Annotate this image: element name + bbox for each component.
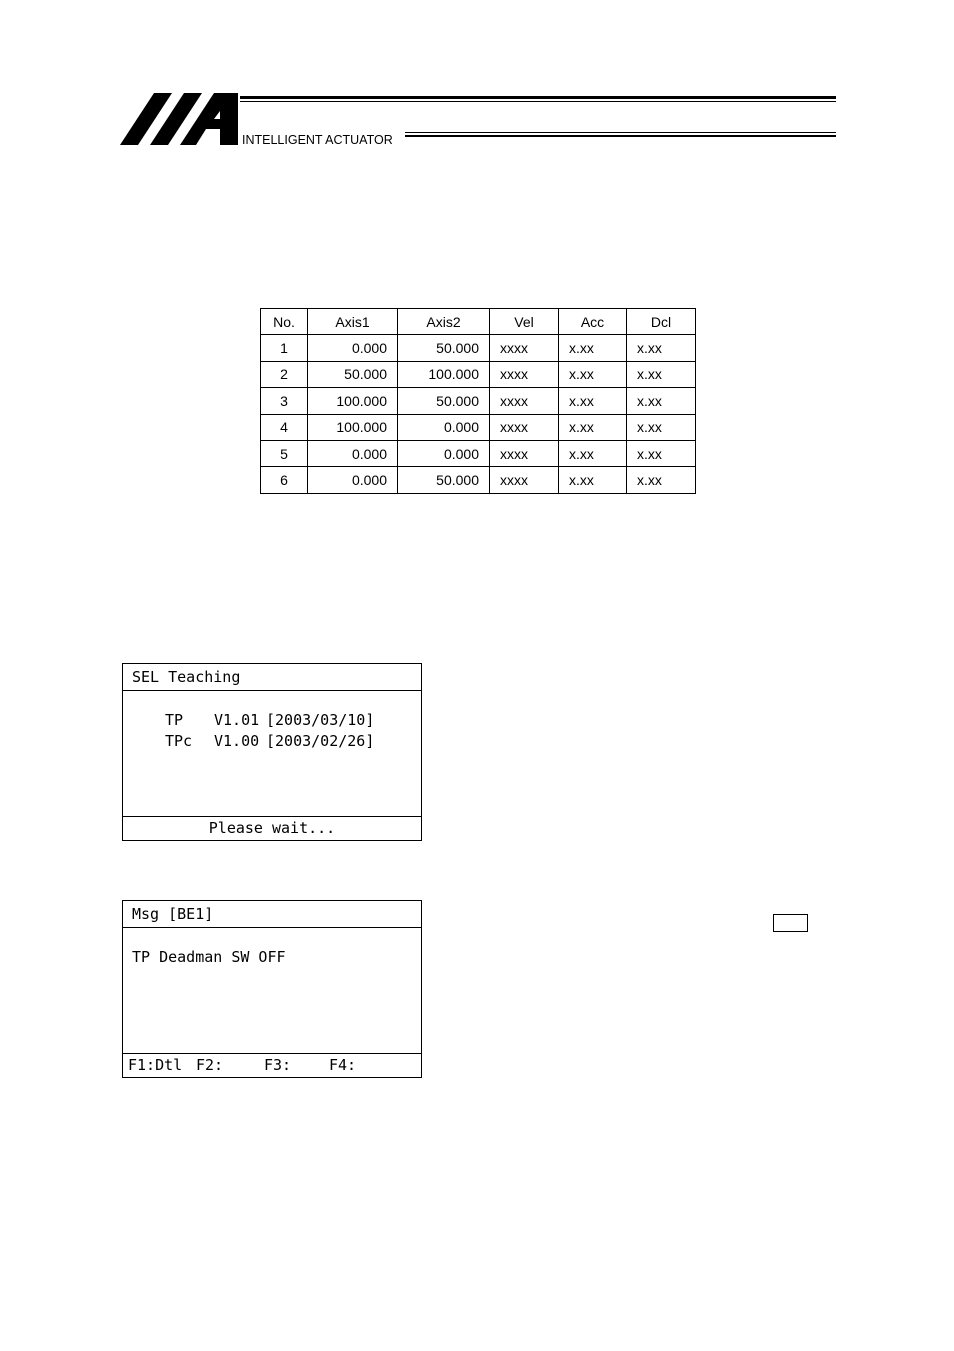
table-cell: x.xx [627,388,696,414]
table-cell: 100.000 [308,414,398,440]
version-date: [2003/02/26] [266,732,375,750]
table-cell: 100.000 [308,388,398,414]
table-cell: x.xx [627,361,696,387]
table-cell: 50.000 [398,467,490,493]
table-row [261,414,696,440]
column-header: Axis1 [308,309,398,335]
screen-footer: Please wait... [123,816,421,840]
version-number: V1.01 [214,711,260,729]
table-cell: x.xx [559,414,627,440]
version-name: TP [165,711,184,729]
table-cell: x.xx [559,361,627,387]
key-box [773,914,808,932]
table-cell: 0.000 [398,414,490,440]
table-cell: xxxx [490,388,559,414]
fkey-f2[interactable]: F2: [196,1056,224,1074]
table-cell: x.xx [627,414,696,440]
fkey-f1[interactable]: F1:Dtl [128,1056,183,1074]
table-cell: 0.000 [308,335,398,361]
column-header: Axis2 [398,309,490,335]
column-header: No. [261,309,308,335]
lcd-screen-message [122,900,422,1078]
table-cell: 0.000 [308,467,398,493]
fkey-f4[interactable]: F4: [329,1056,357,1074]
message-text: TP Deadman SW OFF [132,948,286,966]
table-cell: x.xx [559,335,627,361]
table-cell: xxxx [490,414,559,440]
table-cell: x.xx [627,467,696,493]
table-header-row [261,309,696,335]
table-cell: xxxx [490,467,559,493]
header-rule [405,135,836,137]
logo-text: INTELLIGENT ACTUATOR [242,133,393,147]
header-rule [240,101,836,102]
header-rule [405,132,836,133]
position-table [260,308,696,494]
table-cell: x.xx [559,388,627,414]
table-cell: 4 [261,414,308,440]
table-cell: 2 [261,361,308,387]
column-header: Vel [490,309,559,335]
column-header: Dcl [627,309,696,335]
table-cell: x.xx [559,467,627,493]
table-cell: 1 [261,335,308,361]
table-row [261,361,696,387]
table-cell: xxxx [490,361,559,387]
table-row [261,467,696,493]
table-cell: 50.000 [308,361,398,387]
table-cell: x.xx [559,440,627,466]
table-cell: 50.000 [398,335,490,361]
table-row [261,335,696,361]
table-cell: 3 [261,388,308,414]
lcd-screen-sel-teaching [122,663,422,841]
table-cell: xxxx [490,335,559,361]
screen-title: Msg [BE1] [123,901,421,928]
header-rule [240,96,836,99]
table-cell: 5 [261,440,308,466]
table-row [261,440,696,466]
table-cell: x.xx [627,335,696,361]
version-name: TPc [165,732,193,750]
table-cell: x.xx [627,440,696,466]
fkey-f3[interactable]: F3: [264,1056,292,1074]
table-cell: 0.000 [308,440,398,466]
screen-title: SEL Teaching [123,664,421,691]
table-cell: 50.000 [398,388,490,414]
table-cell: 0.000 [398,440,490,466]
version-number: V1.00 [214,732,260,750]
table-cell: 6 [261,467,308,493]
table-cell: xxxx [490,440,559,466]
table-cell: 100.000 [398,361,490,387]
version-date: [2003/03/10] [266,711,375,729]
ia-logo [120,93,240,145]
table-row [261,388,696,414]
column-header: Acc [559,309,627,335]
